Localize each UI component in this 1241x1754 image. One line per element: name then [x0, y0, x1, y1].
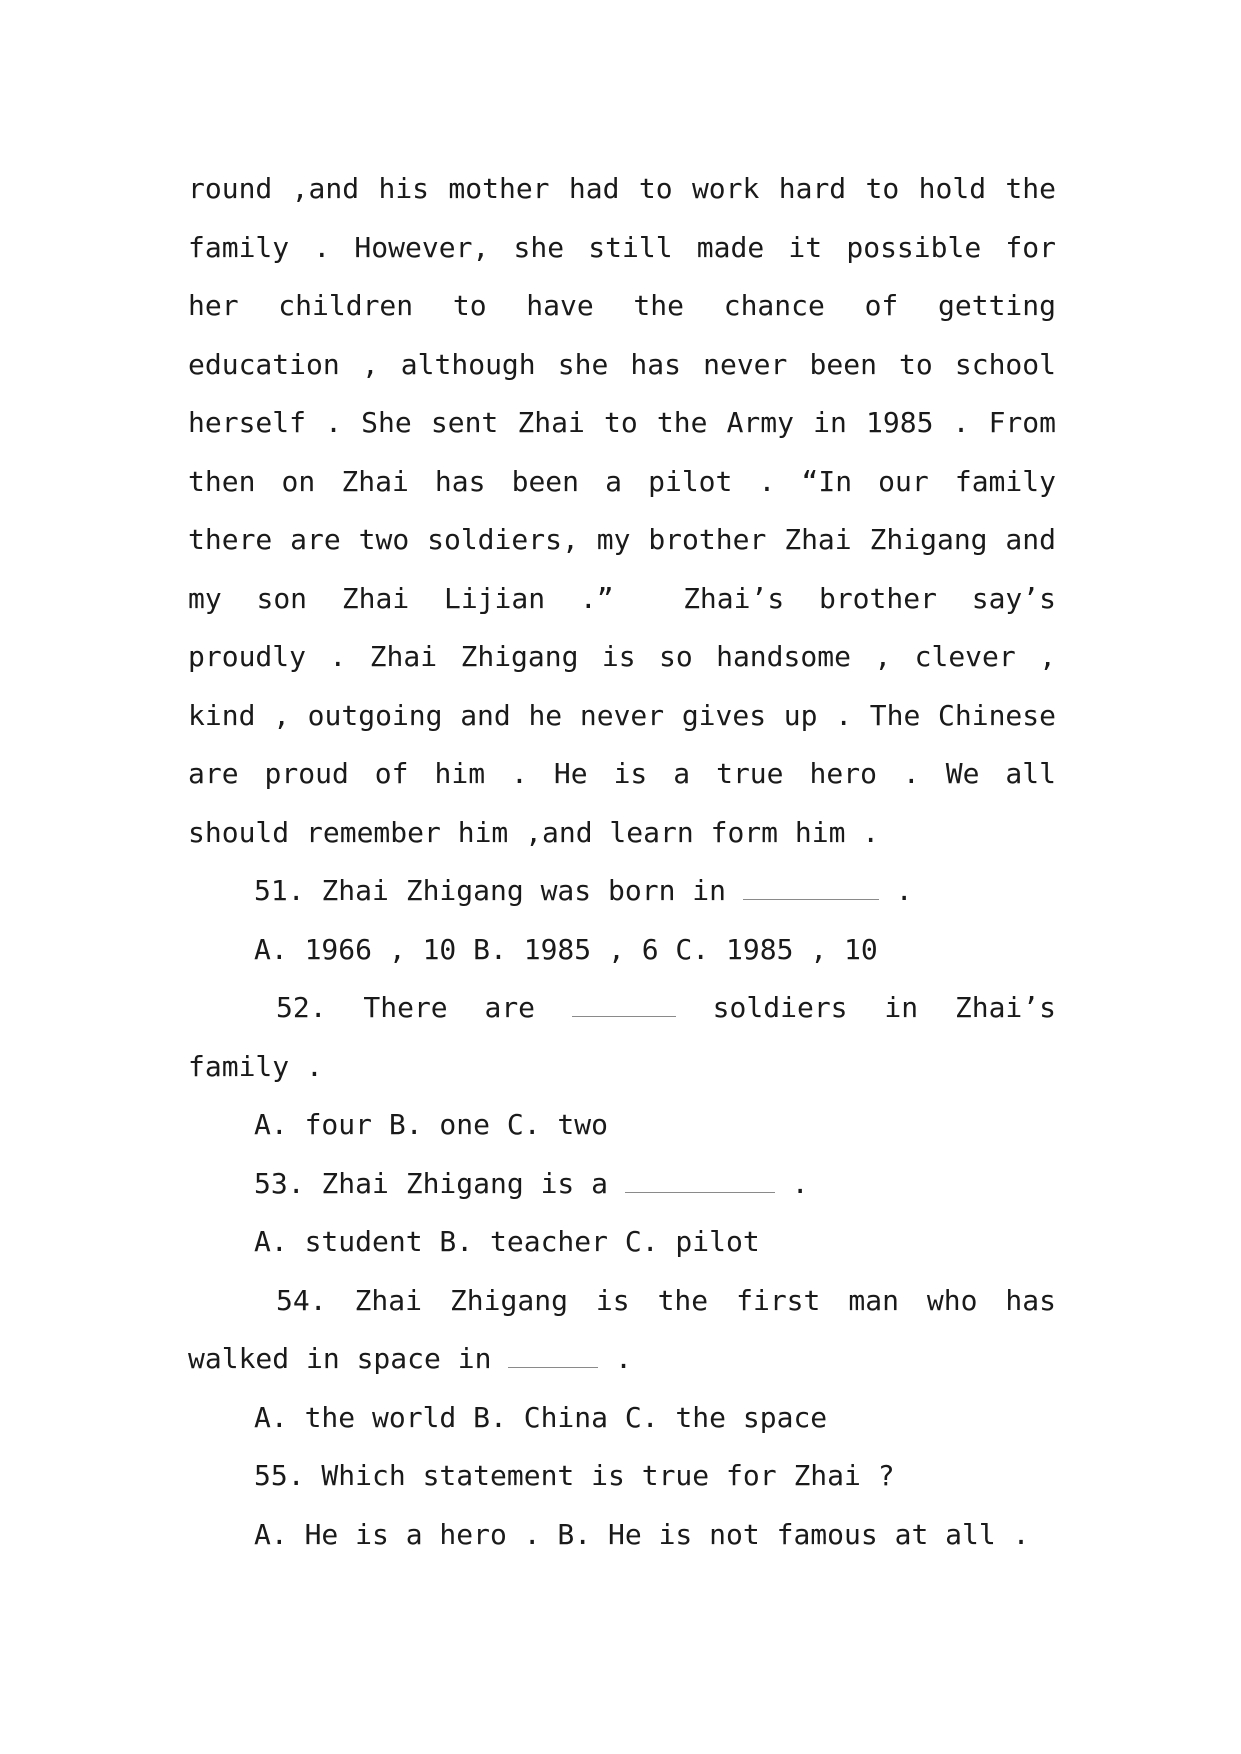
question-stem: [188, 979, 1056, 1038]
question-stem-text: walked in space in: [188, 1342, 492, 1375]
question-stem-end: .: [791, 1166, 809, 1200]
reading-passage: [188, 160, 1056, 862]
question-53: [188, 1155, 1056, 1272]
question-options: A. He is a hero . B. He is not famous at all .: [254, 1517, 1030, 1551]
question-54: [188, 1272, 1056, 1448]
question-stem-text: 52. There are: [276, 991, 536, 1024]
passage-line: herself . She sent Zhai to the Army in 1985 . From: [188, 406, 1056, 439]
question-options: A. four B. one C. two: [254, 1108, 609, 1141]
passage-line: are proud of him . He is a true hero . We all: [188, 757, 1056, 790]
question-52: [188, 979, 1056, 1155]
passage-line: then on Zhai has been a pilot . “In our family: [188, 464, 1056, 498]
question-stem-end: .: [895, 874, 913, 907]
question-options: A. student B. teacher C. pilot: [254, 1225, 760, 1258]
question-stem-rest: soldiers in Zhai’s: [712, 991, 1056, 1024]
question-stem-continuation: family .: [188, 1049, 323, 1083]
question-stem-text: 53. Zhai Zhigang is a: [254, 1166, 609, 1200]
answer-blank: [508, 1347, 598, 1368]
passage-line: should remember him ,and learn form him .: [188, 815, 880, 849]
question-options: A. the world B. China C. the space: [254, 1400, 828, 1434]
answer-blank: [743, 879, 879, 900]
answer-blank: [572, 996, 676, 1017]
question-stem-continuation: [188, 1330, 1056, 1389]
passage-line: proudly . Zhai Zhigang is so handsome , clever ,: [188, 640, 1056, 673]
passage-line: my son Zhai Lijian .” Zhai’s brother say’s: [188, 581, 1056, 615]
question-stem: 55. Which statement is true for Zhai ?: [254, 1459, 895, 1492]
document-page: [188, 160, 1056, 1564]
answer-blank: [625, 1172, 775, 1193]
question-stem-end: .: [615, 1342, 633, 1375]
question-stem: [188, 1155, 1056, 1214]
question-55: [188, 1447, 1056, 1564]
question-stem: [188, 862, 1056, 921]
passage-line: kind , outgoing and he never gives up . The Chinese: [188, 698, 1056, 732]
passage-line: round ,and his mother had to work hard to hold the: [188, 172, 1056, 205]
passage-line: there are two soldiers, my brother Zhai Zhigang and: [188, 523, 1056, 556]
question-options: A. 1966 , 10 B. 1985 , 6 C. 1985 , 10: [254, 932, 878, 966]
question-stem: 54. Zhai Zhigang is the first man who has: [276, 1283, 1056, 1317]
passage-line: her children to have the chance of getting: [188, 289, 1056, 322]
passage-line: education , although she has never been to school: [188, 347, 1056, 381]
question-51: [188, 862, 1056, 979]
question-stem-text: 51. Zhai Zhigang was born in: [254, 874, 727, 907]
passage-line: family . However, she still made it possible for: [188, 230, 1056, 264]
